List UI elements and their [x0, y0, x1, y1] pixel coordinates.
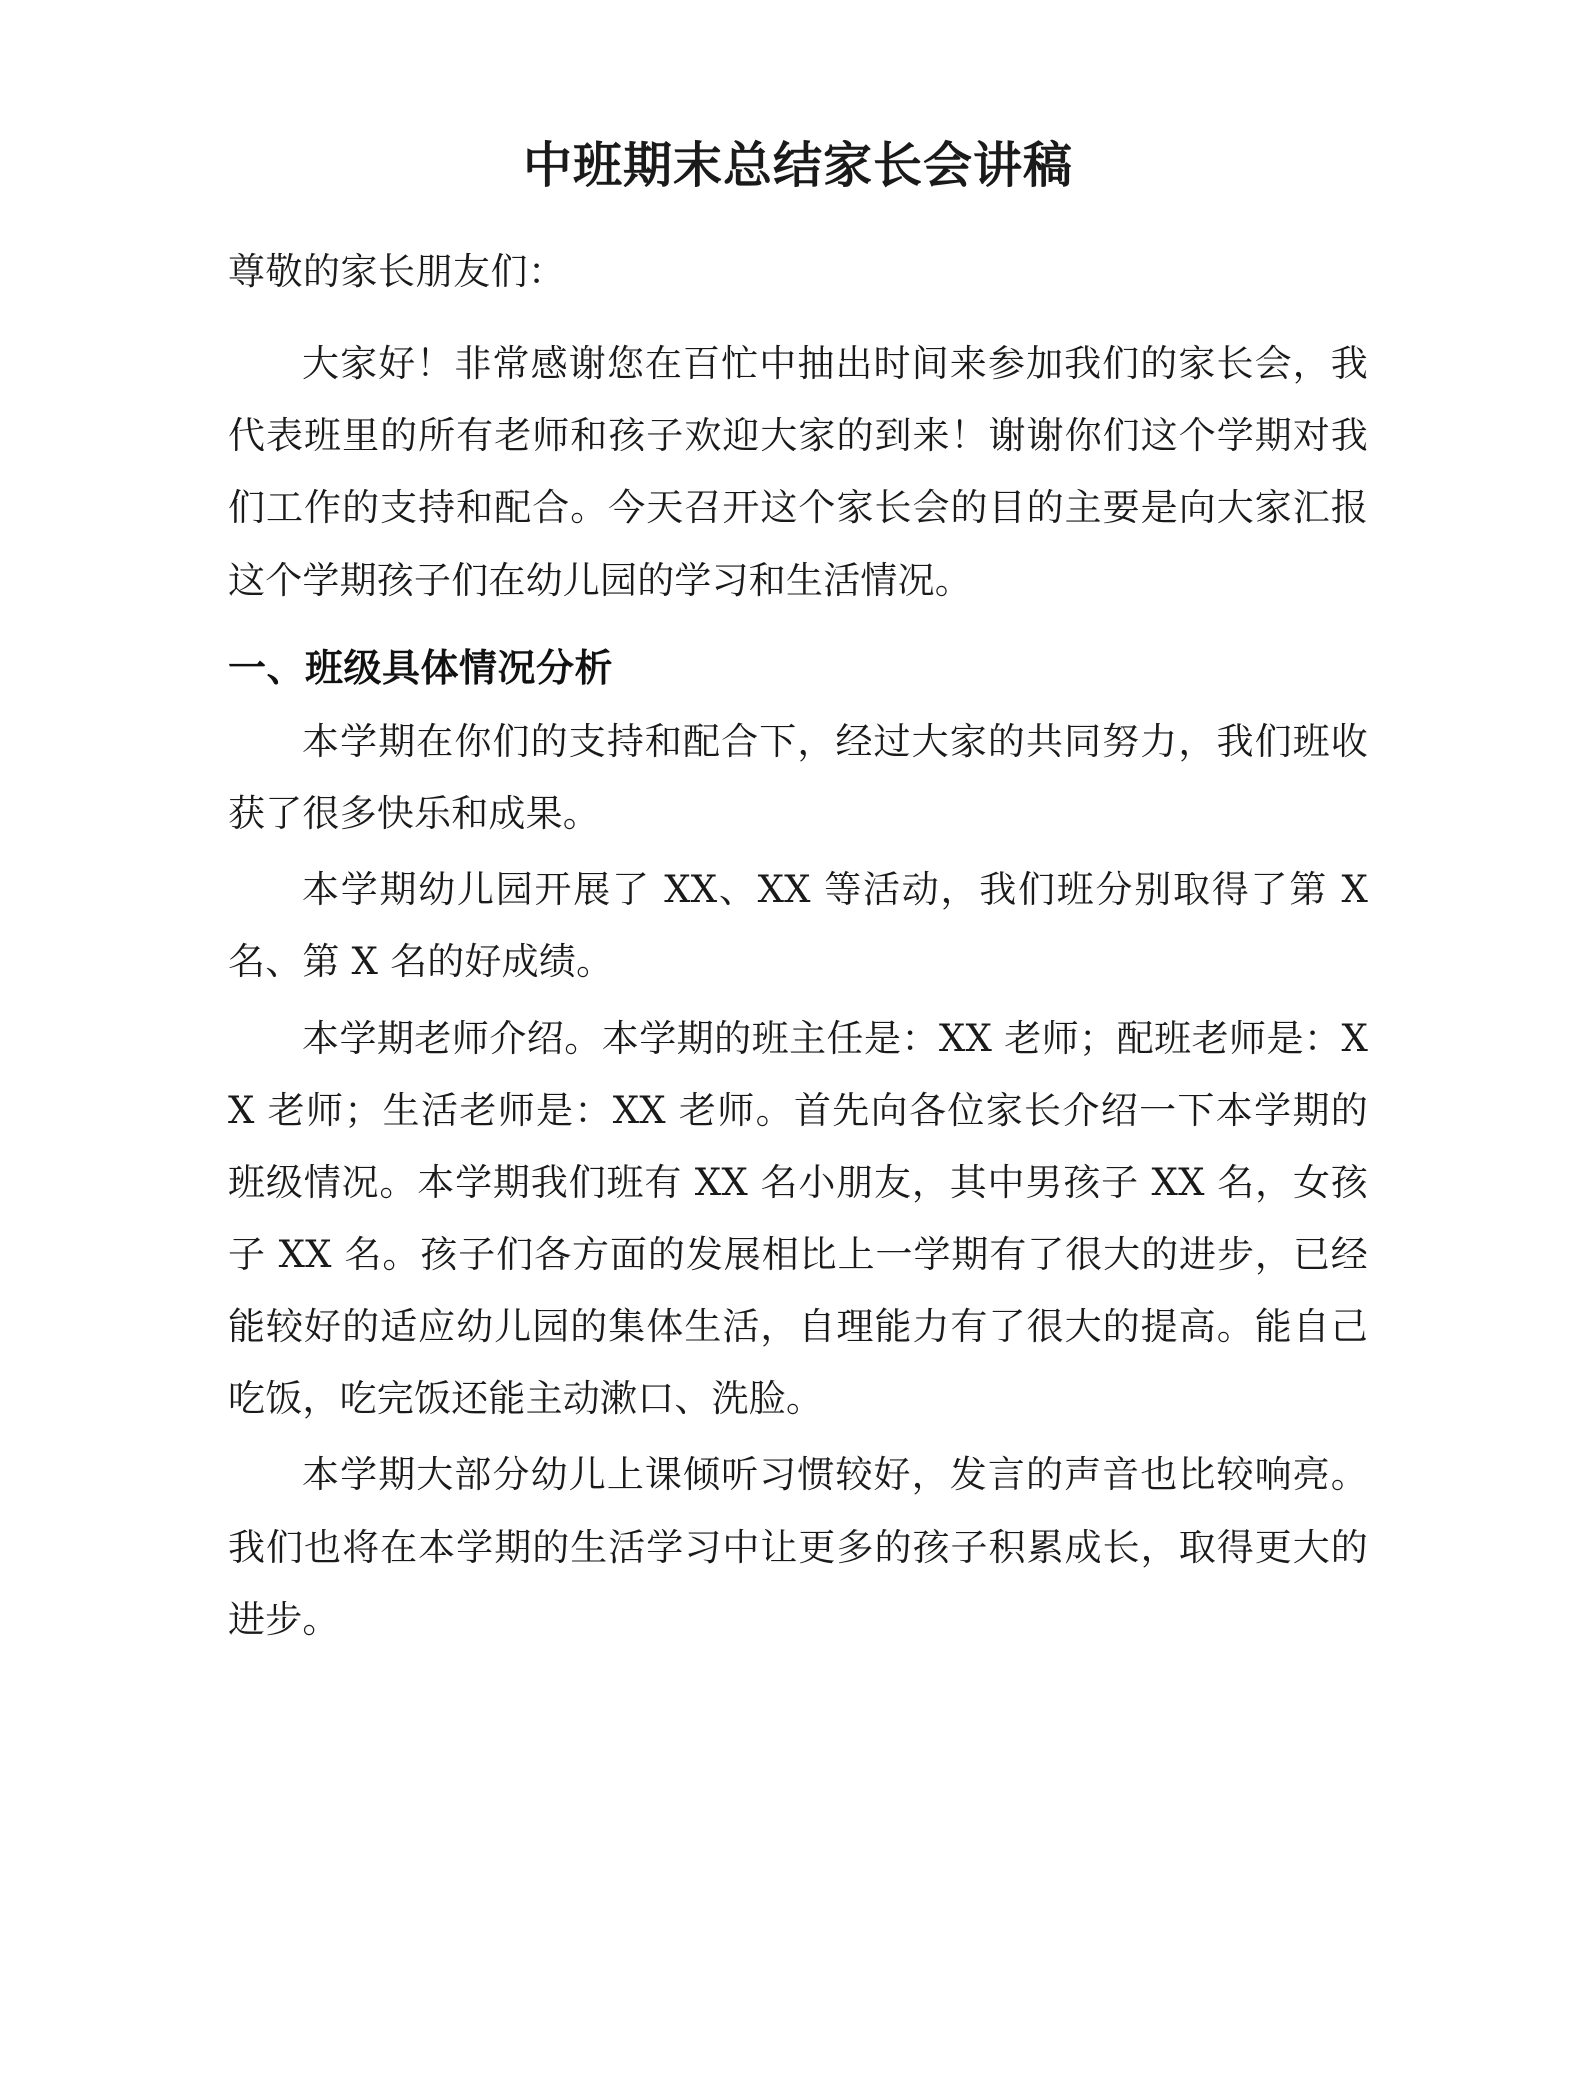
- section-1-paragraph-2: 本学期幼儿园开展了 XX、XX 等活动，我们班分别取得了第 X 名、第 X 名的好成绩。: [228, 868, 1368, 984]
- section-heading-1: 一、班级具体情况分析: [228, 644, 614, 690]
- salutation-line: 尊敬的家长朋友们：: [228, 250, 566, 294]
- section-1-paragraph-3: 本学期老师介绍。本学期的班主任是：XX 老师；配班老师是：XX 老师；生活老师是：XX 老师。首先向各位家长介绍一下本学期的班级情况。本学期我们班有 XX 名小朋友，其中男孩子 XX 名，女孩子 XX 名。孩子们各方面的发展相比上一学期有了很大的进步，已经能较好的适应幼儿园的集体生活，自理能力有了很大的提高。能自己吃饭，吃完饭还能主动漱口、洗脸。: [228, 1016, 1368, 1421]
- intro-paragraph: 大家好！非常感谢您在百忙中抽出时间来参加我们的家长会，我代表班里的所有老师和孩子欢迎大家的到来！谢谢你们这个学期对我们工作的支持和配合。今天召开这个家长会的目的主要是向大家汇报这个学期孩子们在幼儿园的学习和生活情况。: [228, 342, 1368, 602]
- section-1-paragraph-4: 本学期大部分幼儿上课倾听习惯较好，发言的声音也比较响亮。我们也将在本学期的生活学习中让更多的孩子积累成长，取得更大的进步。: [228, 1453, 1368, 1641]
- document-body: [228, 132, 1368, 1656]
- document-title: 中班期末总结家长会讲稿: [522, 136, 1073, 194]
- section-1-paragraph-1: 本学期在你们的支持和配合下，经过大家的共同努力，我们班收获了很多快乐和成果。: [228, 720, 1368, 836]
